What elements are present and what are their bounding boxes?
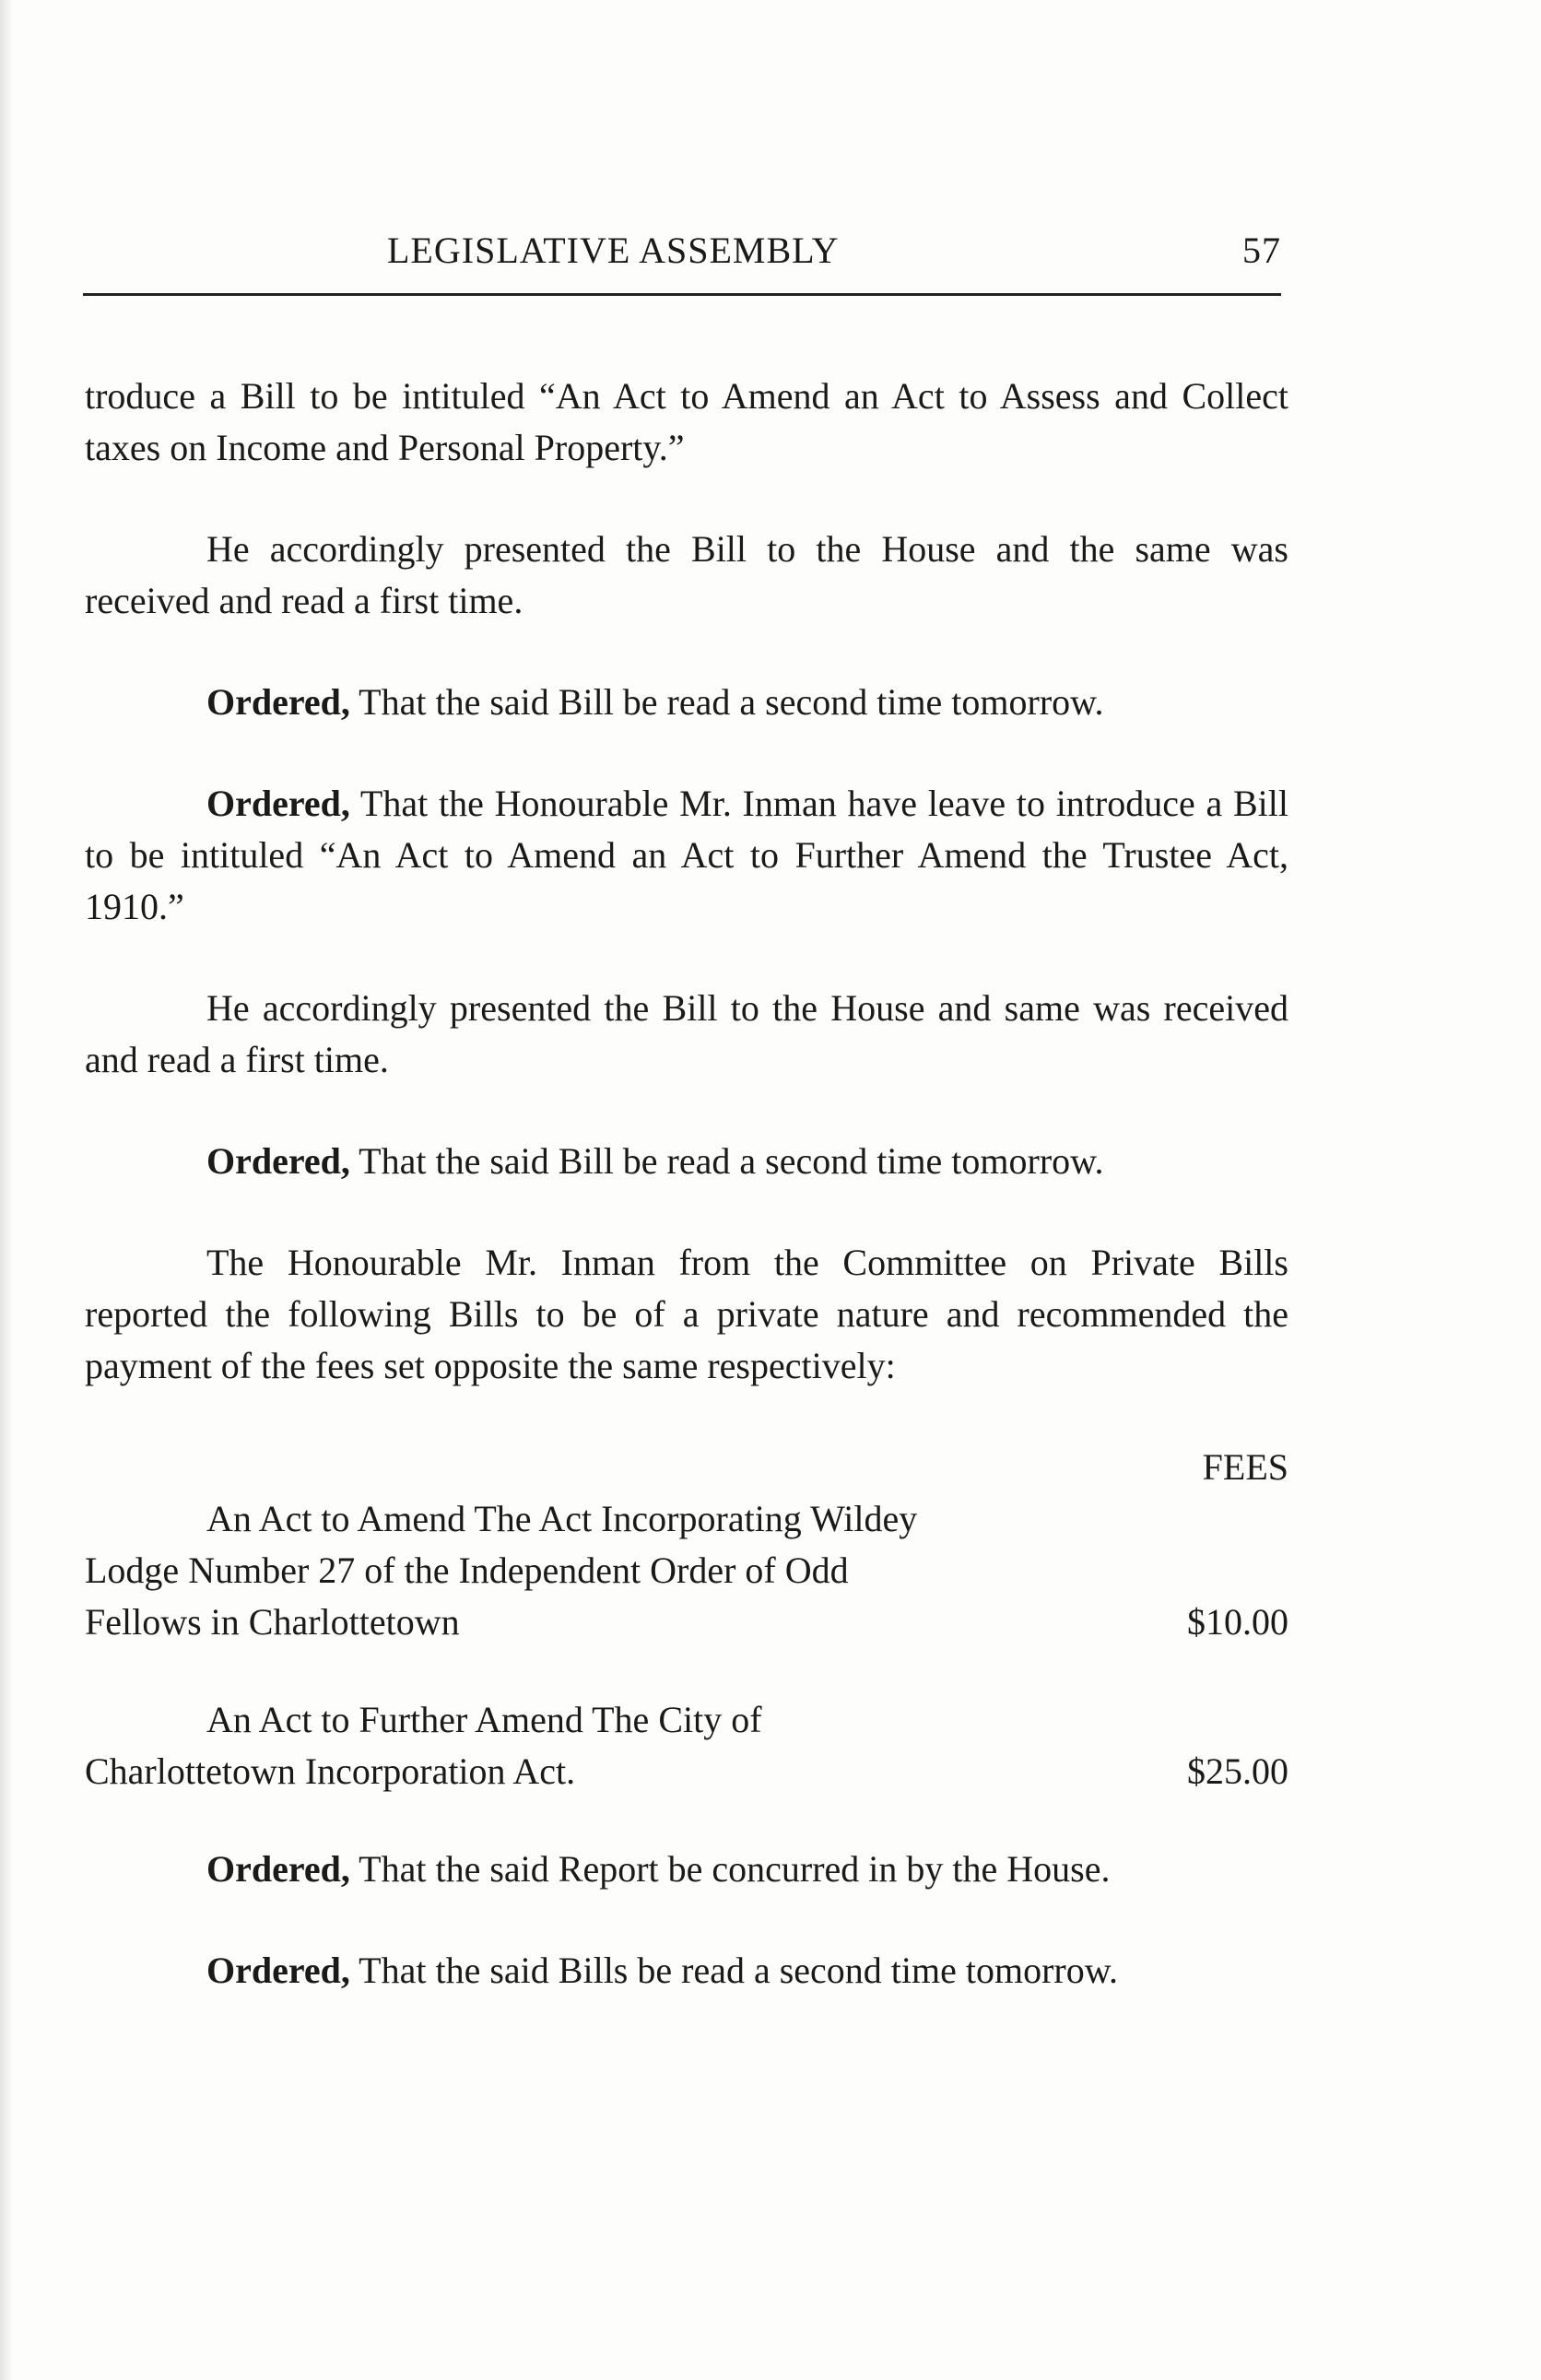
paragraph-order-second-reading-trustee [85,1136,1288,1187]
fee-amount: $25.00 [1187,1750,1288,1792]
order-text: That the said Bill be read a second time tomorrow. [349,681,1104,723]
order-lead: Ordered, [206,681,350,723]
paragraph-private-bills-report: The Honourable Mr. Inman from the Committee on Private Bills reported the following Bills to be of a private nature and recommended the payment of the fees set opposite the same respectively: [85,1242,1288,1386]
fees-heading: FEES [1202,1446,1288,1488]
paragraph-bill-presented: He accordingly presented the Bill to the House and the same was received and read a first time. [85,528,1288,621]
order-lead: Ordered, [206,783,350,824]
order-text: That the Honourable Mr. Inman have leave to introduce a Bill to be intituled “An Act to Amend an Act to Further Amend the Trustee Act, 1910.” [85,783,1288,927]
order-text: That the said Bills be read a second time tomorrow. [349,1950,1119,1991]
paragraph-report-concurred [85,1844,1288,1895]
paragraph-continued-bill: troduce a Bill to be intituled “An Act to Amend an Act to Assess and Collect taxes on Income and Personal Property.” [85,375,1288,468]
order-text: That the said Report be concurred in by the House. [349,1848,1111,1890]
paragraph-bill-presented-trustee: He accordingly presented the Bill to the House and same was received and read a first time. [85,987,1288,1080]
running-header [83,229,1281,284]
page-edge-shadow [0,0,13,2380]
paragraph-order-second-reading [85,677,1288,728]
fee-entry [85,1694,1288,1797]
order-text: That the said Bill be read a second time tomorrow. [349,1140,1104,1182]
order-lead: Ordered, [206,1140,350,1182]
fee-bill-title: An Act to Further Amend The City of Charlottetown Incorporation Act. [85,1699,762,1792]
paragraph-order-leave-trustee-act [85,778,1288,933]
fee-amount: $10.00 [1187,1601,1288,1643]
page-number: 57 [1242,230,1281,271]
order-lead: Ordered, [206,1848,350,1890]
fee-bill-title: An Act to Amend The Act Incorporating Wildey Lodge Number 27 of the Independent Order of Odd Fellows in Charlottetown [85,1498,918,1643]
header-rule [83,293,1281,296]
header-title: LEGISLATIVE ASSEMBLY [387,230,840,271]
order-lead: Ordered, [206,1950,350,1991]
fee-entry [85,1493,1288,1648]
page-body [85,371,1288,2046]
fees-table [85,1442,1288,1797]
paragraph-bills-second-reading [85,1945,1288,1997]
